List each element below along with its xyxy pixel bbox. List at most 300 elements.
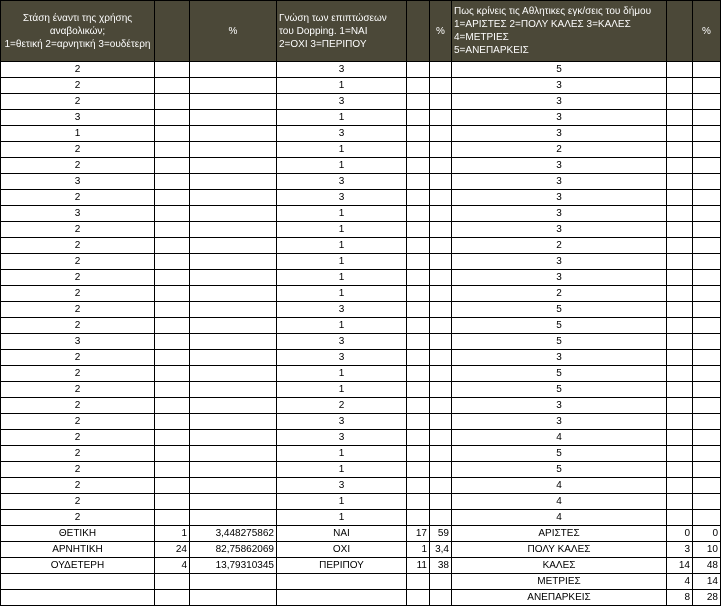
stance-summary-count[interactable]: 24 (155, 542, 190, 558)
header-doping[interactable]: Γνώση των επιπτώσεων του Dopping. 1=ΝΑΙ 2=ΟΧΙ 3=ΠΕΡΙΠΟΥ (277, 1, 407, 62)
empty-cell[interactable] (190, 222, 277, 238)
empty-cell[interactable] (667, 206, 693, 222)
header-facilities-pct[interactable]: % (693, 1, 721, 62)
empty-cell[interactable] (667, 158, 693, 174)
empty-cell[interactable] (430, 142, 452, 158)
empty-cell[interactable] (155, 318, 190, 334)
doping-summary-pct[interactable] (430, 590, 452, 606)
empty-cell[interactable] (155, 110, 190, 126)
empty-cell[interactable] (407, 350, 430, 366)
empty-cell[interactable] (407, 270, 430, 286)
stance-cell[interactable]: 2 (1, 222, 155, 238)
empty-cell[interactable] (430, 350, 452, 366)
empty-cell[interactable] (430, 286, 452, 302)
empty-cell[interactable] (190, 142, 277, 158)
empty-cell[interactable] (407, 366, 430, 382)
empty-cell[interactable] (155, 446, 190, 462)
facilities-summary-pct[interactable]: 14 (693, 574, 721, 590)
empty-cell[interactable] (190, 334, 277, 350)
doping-cell[interactable]: 1 (277, 366, 407, 382)
stance-cell[interactable]: 2 (1, 190, 155, 206)
empty-cell[interactable] (155, 382, 190, 398)
empty-cell[interactable] (407, 302, 430, 318)
empty-cell[interactable] (190, 190, 277, 206)
empty-cell[interactable] (407, 318, 430, 334)
empty-cell[interactable] (693, 494, 721, 510)
empty-cell[interactable] (667, 366, 693, 382)
empty-cell[interactable] (430, 462, 452, 478)
stance-summary-label[interactable]: ΟΥΔΕΤΕΡΗ (1, 558, 155, 574)
empty-cell[interactable] (190, 446, 277, 462)
empty-cell[interactable] (155, 270, 190, 286)
empty-cell[interactable] (693, 222, 721, 238)
stance-summary-pct[interactable] (190, 574, 277, 590)
facilities-summary-label[interactable]: ΑΡΙΣΤΕΣ (452, 526, 667, 542)
empty-cell[interactable] (155, 62, 190, 78)
doping-cell[interactable]: 3 (277, 302, 407, 318)
empty-cell[interactable] (667, 414, 693, 430)
empty-cell[interactable] (667, 398, 693, 414)
empty-cell[interactable] (155, 462, 190, 478)
empty-cell[interactable] (693, 254, 721, 270)
empty-cell[interactable] (693, 478, 721, 494)
facilities-cell[interactable]: 4 (452, 494, 667, 510)
empty-cell[interactable] (190, 414, 277, 430)
doping-cell[interactable]: 1 (277, 510, 407, 526)
empty-cell[interactable] (407, 62, 430, 78)
facilities-cell[interactable]: 3 (452, 174, 667, 190)
doping-cell[interactable]: 1 (277, 222, 407, 238)
stance-summary-label[interactable] (1, 590, 155, 606)
stance-summary-pct[interactable] (190, 590, 277, 606)
empty-cell[interactable] (693, 366, 721, 382)
empty-cell[interactable] (190, 478, 277, 494)
doping-cell[interactable]: 2 (277, 398, 407, 414)
empty-cell[interactable] (667, 126, 693, 142)
facilities-cell[interactable]: 5 (452, 302, 667, 318)
empty-cell[interactable] (155, 254, 190, 270)
empty-cell[interactable] (667, 302, 693, 318)
empty-cell[interactable] (430, 494, 452, 510)
empty-cell[interactable] (693, 206, 721, 222)
empty-cell[interactable] (190, 510, 277, 526)
empty-cell[interactable] (430, 158, 452, 174)
facilities-cell[interactable]: 2 (452, 238, 667, 254)
doping-summary-label[interactable]: ΠΕΡΙΠΟΥ (277, 558, 407, 574)
empty-cell[interactable] (693, 286, 721, 302)
doping-cell[interactable]: 3 (277, 62, 407, 78)
doping-cell[interactable]: 3 (277, 174, 407, 190)
empty-cell[interactable] (190, 302, 277, 318)
empty-cell[interactable] (190, 174, 277, 190)
empty-cell[interactable] (693, 190, 721, 206)
stance-summary-pct[interactable]: 3,448275862 (190, 526, 277, 542)
empty-cell[interactable] (190, 158, 277, 174)
stance-cell[interactable]: 2 (1, 366, 155, 382)
empty-cell[interactable] (155, 414, 190, 430)
empty-cell[interactable] (407, 334, 430, 350)
empty-cell[interactable] (693, 238, 721, 254)
facilities-summary-count[interactable]: 8 (667, 590, 693, 606)
empty-cell[interactable] (693, 302, 721, 318)
doping-cell[interactable]: 3 (277, 414, 407, 430)
facilities-summary-pct[interactable]: 28 (693, 590, 721, 606)
stance-summary-count[interactable] (155, 590, 190, 606)
empty-cell[interactable] (693, 126, 721, 142)
facilities-cell[interactable]: 3 (452, 110, 667, 126)
facilities-cell[interactable]: 2 (452, 142, 667, 158)
facilities-cell[interactable]: 2 (452, 286, 667, 302)
empty-cell[interactable] (407, 190, 430, 206)
stance-cell[interactable]: 2 (1, 446, 155, 462)
header-empty[interactable] (407, 1, 430, 62)
facilities-cell[interactable]: 3 (452, 78, 667, 94)
stance-cell[interactable]: 2 (1, 398, 155, 414)
doping-cell[interactable]: 3 (277, 126, 407, 142)
empty-cell[interactable] (667, 270, 693, 286)
empty-cell[interactable] (190, 366, 277, 382)
doping-cell[interactable]: 3 (277, 350, 407, 366)
empty-cell[interactable] (190, 62, 277, 78)
facilities-cell[interactable]: 5 (452, 334, 667, 350)
empty-cell[interactable] (693, 318, 721, 334)
doping-cell[interactable]: 1 (277, 254, 407, 270)
doping-summary-count[interactable]: 11 (407, 558, 430, 574)
facilities-summary-count[interactable]: 14 (667, 558, 693, 574)
doping-summary-count[interactable] (407, 590, 430, 606)
stance-cell[interactable]: 2 (1, 382, 155, 398)
empty-cell[interactable] (430, 62, 452, 78)
empty-cell[interactable] (430, 238, 452, 254)
facilities-cell[interactable]: 5 (452, 446, 667, 462)
empty-cell[interactable] (190, 318, 277, 334)
stance-summary-count[interactable]: 4 (155, 558, 190, 574)
empty-cell[interactable] (155, 302, 190, 318)
stance-cell[interactable]: 2 (1, 350, 155, 366)
empty-cell[interactable] (667, 510, 693, 526)
stance-cell[interactable]: 3 (1, 110, 155, 126)
empty-cell[interactable] (667, 382, 693, 398)
empty-cell[interactable] (667, 78, 693, 94)
stance-summary-pct[interactable]: 82,75862069 (190, 542, 277, 558)
empty-cell[interactable] (190, 254, 277, 270)
empty-cell[interactable] (190, 238, 277, 254)
empty-cell[interactable] (430, 510, 452, 526)
stance-cell[interactable]: 2 (1, 238, 155, 254)
stance-cell[interactable]: 1 (1, 126, 155, 142)
empty-cell[interactable] (667, 238, 693, 254)
empty-cell[interactable] (155, 222, 190, 238)
doping-cell[interactable]: 1 (277, 446, 407, 462)
empty-cell[interactable] (667, 462, 693, 478)
doping-summary-label[interactable] (277, 574, 407, 590)
empty-cell[interactable] (693, 414, 721, 430)
empty-cell[interactable] (407, 94, 430, 110)
empty-cell[interactable] (407, 142, 430, 158)
empty-cell[interactable] (155, 158, 190, 174)
empty-cell[interactable] (430, 318, 452, 334)
empty-cell[interactable] (155, 366, 190, 382)
empty-cell[interactable] (155, 478, 190, 494)
doping-summary-count[interactable]: 17 (407, 526, 430, 542)
empty-cell[interactable] (430, 190, 452, 206)
empty-cell[interactable] (693, 270, 721, 286)
empty-cell[interactable] (693, 62, 721, 78)
doping-summary-pct[interactable]: 59 (430, 526, 452, 542)
empty-cell[interactable] (693, 110, 721, 126)
doping-cell[interactable]: 1 (277, 318, 407, 334)
facilities-cell[interactable]: 5 (452, 318, 667, 334)
stance-summary-label[interactable] (1, 574, 155, 590)
facilities-cell[interactable]: 3 (452, 158, 667, 174)
empty-cell[interactable] (190, 94, 277, 110)
empty-cell[interactable] (430, 382, 452, 398)
doping-summary-label[interactable]: ΝΑΙ (277, 526, 407, 542)
facilities-cell[interactable]: 4 (452, 510, 667, 526)
empty-cell[interactable] (667, 334, 693, 350)
stance-cell[interactable]: 3 (1, 174, 155, 190)
empty-cell[interactable] (407, 110, 430, 126)
empty-cell[interactable] (430, 254, 452, 270)
stance-summary-count[interactable] (155, 574, 190, 590)
empty-cell[interactable] (155, 142, 190, 158)
empty-cell[interactable] (190, 350, 277, 366)
empty-cell[interactable] (667, 254, 693, 270)
empty-cell[interactable] (190, 382, 277, 398)
stance-cell[interactable]: 2 (1, 270, 155, 286)
facilities-summary-label[interactable]: ΑΝΕΠΑΡΚΕΙΣ (452, 590, 667, 606)
empty-cell[interactable] (190, 110, 277, 126)
doping-summary-count[interactable] (407, 574, 430, 590)
empty-cell[interactable] (430, 94, 452, 110)
doping-cell[interactable]: 3 (277, 334, 407, 350)
facilities-cell[interactable]: 5 (452, 62, 667, 78)
header-facilities[interactable]: Πως κρίνεις τις Αθλητικες εγκ/σεις του δήμου 1=ΑΡΙΣΤΕΣ 2=ΠΟΛΥ ΚΑΛΕΣ 3=ΚΑΛΕΣ 4=ΜΕΤΡΙΕΣ 5=ΑΝΕΠΑΡΚΕΙΣ (452, 1, 667, 62)
doping-cell[interactable]: 1 (277, 238, 407, 254)
empty-cell[interactable] (430, 302, 452, 318)
empty-cell[interactable] (667, 110, 693, 126)
doping-summary-pct[interactable]: 3,4 (430, 542, 452, 558)
empty-cell[interactable] (693, 430, 721, 446)
empty-cell[interactable] (407, 510, 430, 526)
empty-cell[interactable] (190, 126, 277, 142)
doping-cell[interactable]: 1 (277, 158, 407, 174)
empty-cell[interactable] (430, 366, 452, 382)
stance-summary-count[interactable]: 1 (155, 526, 190, 542)
stance-cell[interactable]: 2 (1, 510, 155, 526)
stance-cell[interactable]: 2 (1, 494, 155, 510)
empty-cell[interactable] (190, 494, 277, 510)
stance-cell[interactable]: 2 (1, 78, 155, 94)
facilities-cell[interactable]: 3 (452, 190, 667, 206)
empty-cell[interactable] (430, 478, 452, 494)
doping-cell[interactable]: 1 (277, 78, 407, 94)
empty-cell[interactable] (667, 174, 693, 190)
facilities-cell[interactable]: 4 (452, 430, 667, 446)
empty-cell[interactable] (155, 94, 190, 110)
empty-cell[interactable] (693, 94, 721, 110)
empty-cell[interactable] (407, 286, 430, 302)
facilities-cell[interactable]: 3 (452, 254, 667, 270)
facilities-cell[interactable]: 5 (452, 382, 667, 398)
empty-cell[interactable] (407, 398, 430, 414)
doping-cell[interactable]: 1 (277, 286, 407, 302)
empty-cell[interactable] (407, 254, 430, 270)
doping-summary-count[interactable]: 1 (407, 542, 430, 558)
facilities-cell[interactable]: 3 (452, 414, 667, 430)
doping-cell[interactable]: 1 (277, 142, 407, 158)
facilities-cell[interactable]: 5 (452, 366, 667, 382)
empty-cell[interactable] (407, 206, 430, 222)
empty-cell[interactable] (667, 318, 693, 334)
doping-cell[interactable]: 3 (277, 190, 407, 206)
doping-cell[interactable]: 3 (277, 94, 407, 110)
facilities-summary-pct[interactable]: 0 (693, 526, 721, 542)
empty-cell[interactable] (693, 510, 721, 526)
header-doping-pct[interactable]: % (430, 1, 452, 62)
empty-cell[interactable] (430, 414, 452, 430)
stance-cell[interactable]: 2 (1, 158, 155, 174)
facilities-summary-count[interactable]: 0 (667, 526, 693, 542)
empty-cell[interactable] (667, 350, 693, 366)
empty-cell[interactable] (430, 206, 452, 222)
empty-cell[interactable] (155, 430, 190, 446)
empty-cell[interactable] (430, 78, 452, 94)
empty-cell[interactable] (667, 62, 693, 78)
stance-cell[interactable]: 2 (1, 430, 155, 446)
empty-cell[interactable] (155, 510, 190, 526)
empty-cell[interactable] (190, 78, 277, 94)
empty-cell[interactable] (407, 478, 430, 494)
stance-summary-pct[interactable]: 13,79310345 (190, 558, 277, 574)
empty-cell[interactable] (155, 398, 190, 414)
stance-cell[interactable]: 2 (1, 478, 155, 494)
empty-cell[interactable] (430, 446, 452, 462)
empty-cell[interactable] (190, 462, 277, 478)
stance-summary-label[interactable]: ΑΡΝΗΤΙΚΗ (1, 542, 155, 558)
empty-cell[interactable] (693, 382, 721, 398)
facilities-cell[interactable]: 3 (452, 398, 667, 414)
empty-cell[interactable] (430, 270, 452, 286)
stance-summary-label[interactable]: ΘΕΤΙΚΗ (1, 526, 155, 542)
doping-cell[interactable]: 1 (277, 270, 407, 286)
empty-cell[interactable] (667, 142, 693, 158)
empty-cell[interactable] (693, 398, 721, 414)
facilities-cell[interactable]: 3 (452, 222, 667, 238)
empty-cell[interactable] (693, 174, 721, 190)
stance-cell[interactable]: 2 (1, 318, 155, 334)
empty-cell[interactable] (430, 398, 452, 414)
doping-cell[interactable]: 1 (277, 110, 407, 126)
empty-cell[interactable] (430, 334, 452, 350)
doping-cell[interactable]: 1 (277, 382, 407, 398)
empty-cell[interactable] (190, 270, 277, 286)
empty-cell[interactable] (407, 414, 430, 430)
doping-cell[interactable]: 3 (277, 430, 407, 446)
empty-cell[interactable] (693, 350, 721, 366)
stance-cell[interactable]: 3 (1, 206, 155, 222)
empty-cell[interactable] (667, 430, 693, 446)
empty-cell[interactable] (155, 190, 190, 206)
empty-cell[interactable] (190, 430, 277, 446)
stance-cell[interactable]: 2 (1, 462, 155, 478)
empty-cell[interactable] (430, 174, 452, 190)
empty-cell[interactable] (407, 174, 430, 190)
empty-cell[interactable] (430, 126, 452, 142)
empty-cell[interactable] (155, 334, 190, 350)
facilities-summary-label[interactable]: ΜΕΤΡΙΕΣ (452, 574, 667, 590)
doping-summary-pct[interactable]: 38 (430, 558, 452, 574)
empty-cell[interactable] (155, 174, 190, 190)
empty-cell[interactable] (667, 446, 693, 462)
empty-cell[interactable] (155, 206, 190, 222)
empty-cell[interactable] (155, 350, 190, 366)
stance-cell[interactable]: 3 (1, 334, 155, 350)
empty-cell[interactable] (190, 206, 277, 222)
empty-cell[interactable] (407, 158, 430, 174)
empty-cell[interactable] (155, 78, 190, 94)
empty-cell[interactable] (693, 158, 721, 174)
facilities-summary-pct[interactable]: 10 (693, 542, 721, 558)
empty-cell[interactable] (407, 238, 430, 254)
empty-cell[interactable] (407, 78, 430, 94)
stance-cell[interactable]: 2 (1, 302, 155, 318)
doping-summary-label[interactable] (277, 590, 407, 606)
facilities-summary-count[interactable]: 3 (667, 542, 693, 558)
empty-cell[interactable] (407, 494, 430, 510)
doping-cell[interactable]: 1 (277, 206, 407, 222)
empty-cell[interactable] (430, 430, 452, 446)
empty-cell[interactable] (667, 190, 693, 206)
doping-cell[interactable]: 1 (277, 494, 407, 510)
empty-cell[interactable] (190, 286, 277, 302)
empty-cell[interactable] (693, 142, 721, 158)
empty-cell[interactable] (693, 462, 721, 478)
empty-cell[interactable] (667, 222, 693, 238)
facilities-cell[interactable]: 3 (452, 350, 667, 366)
stance-cell[interactable]: 2 (1, 94, 155, 110)
facilities-summary-pct[interactable]: 48 (693, 558, 721, 574)
facilities-cell[interactable]: 3 (452, 94, 667, 110)
doping-cell[interactable]: 3 (277, 478, 407, 494)
empty-cell[interactable] (407, 430, 430, 446)
facilities-cell[interactable]: 3 (452, 126, 667, 142)
empty-cell[interactable] (693, 446, 721, 462)
stance-cell[interactable]: 2 (1, 286, 155, 302)
empty-cell[interactable] (155, 126, 190, 142)
facilities-cell[interactable]: 5 (452, 462, 667, 478)
facilities-summary-label[interactable]: ΠΟΛΥ ΚΑΛΕΣ (452, 542, 667, 558)
empty-cell[interactable] (155, 238, 190, 254)
stance-cell[interactable]: 2 (1, 414, 155, 430)
header-empty[interactable] (155, 1, 190, 62)
empty-cell[interactable] (667, 478, 693, 494)
empty-cell[interactable] (667, 286, 693, 302)
empty-cell[interactable] (693, 334, 721, 350)
empty-cell[interactable] (407, 446, 430, 462)
empty-cell[interactable] (667, 494, 693, 510)
stance-cell[interactable]: 2 (1, 62, 155, 78)
empty-cell[interactable] (407, 382, 430, 398)
empty-cell[interactable] (407, 462, 430, 478)
doping-summary-pct[interactable] (430, 574, 452, 590)
stance-cell[interactable]: 2 (1, 254, 155, 270)
empty-cell[interactable] (407, 126, 430, 142)
facilities-cell[interactable]: 4 (452, 478, 667, 494)
empty-cell[interactable] (190, 398, 277, 414)
empty-cell[interactable] (407, 222, 430, 238)
facilities-summary-count[interactable]: 4 (667, 574, 693, 590)
